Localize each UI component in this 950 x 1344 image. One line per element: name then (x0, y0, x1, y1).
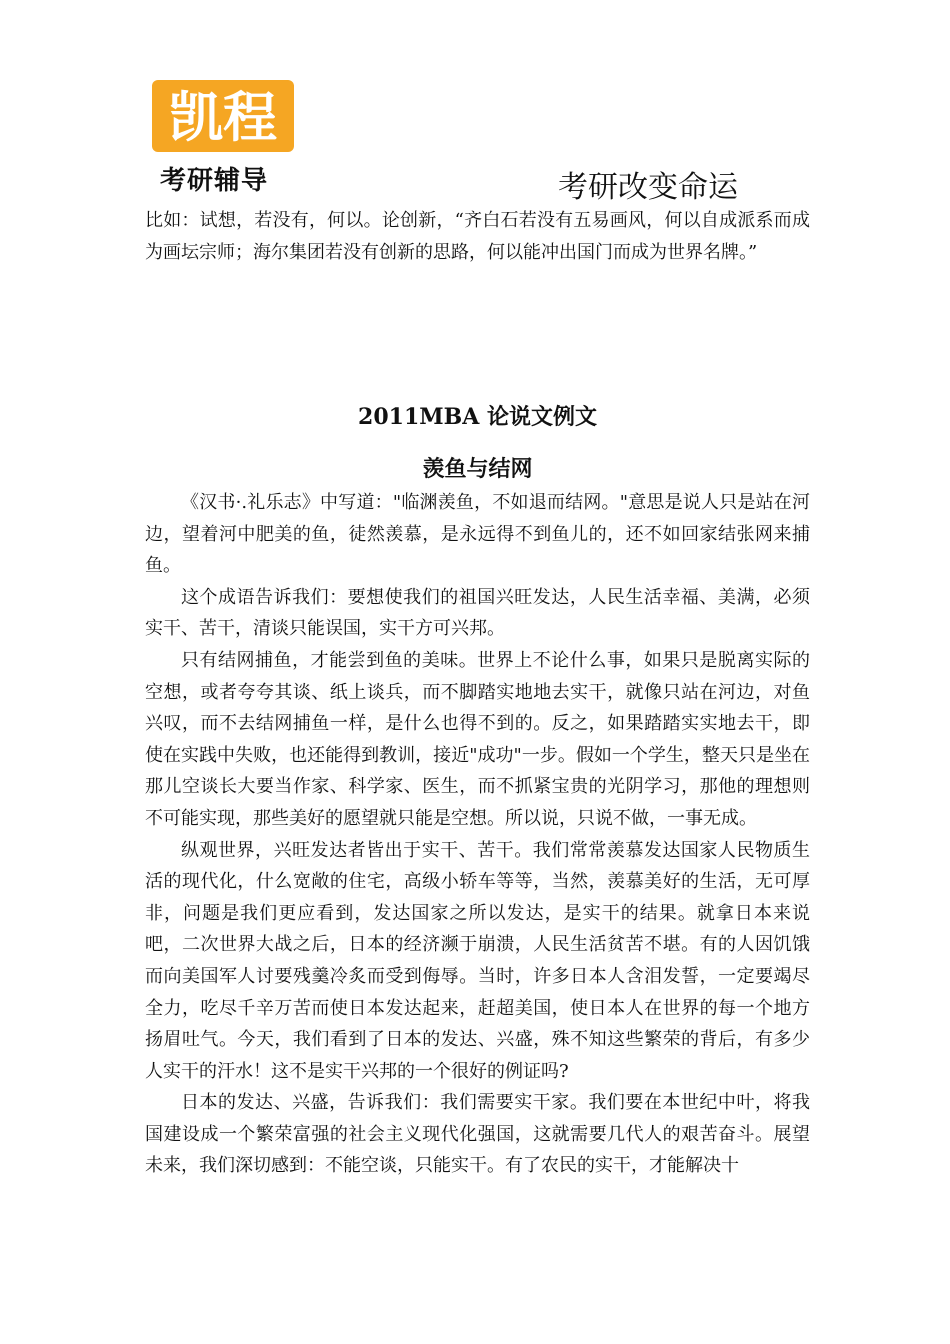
slogan: 考研改变命运 (558, 170, 738, 205)
logo-subtitle: 考研辅导 (160, 166, 269, 196)
lead-section (145, 205, 810, 268)
paragraph: 只有结网捕鱼，才能尝到鱼的美味。世界上不论什么事，如果只是脱离实际的空想，或者夸夸其谈、纸上谈兵，而不脚踏实地地去实干，就像只站在河边，对鱼兴叹，而不去结网捕鱼一样，是什么也得不到的。反之，如果踏踏实实地去干，即使在实践中失败，也还能得到教训，接近"成功"一步。假如一个学生，整天只是坐在那儿空谈长大要当作家、科学家、医生，而不抓紧宝贵的光阴学习，那他的理想则不可能实现，那些美好的愿望就只能是空想。所以说，只说不做，一事无成。 (145, 649, 810, 829)
logo-text: 凯程 (169, 86, 277, 149)
logo-mark-icon (148, 76, 298, 156)
article-title: 2011MBA 论说文例文 (358, 404, 597, 430)
paragraph: 纵观世界，兴旺发达者皆出于实干、苦干。我们常常羡慕发达国家人民物质生活的现代化，什么宽敞的住宅，高级小轿车等等，当然，羡慕美好的生活，无可厚非，问题是我们更应看到，发达国家之所以发达，是实干的结果。就拿日本来说吧，二次世界大战之后，日本的经济濒于崩溃，人民生活贫苦不堪。有的人因饥饿而向美国军人讨要残羹冷炙而受到侮辱。当时，许多日本人含泪发誓，一定要竭尽全力，吃尽千辛万苦而使日本发达起来，赶超美国，使日本人在世界的每一个地方扬眉吐气。今天，我们看到了日本的发达、兴盛，殊不知这些繁荣的背后，有多少人实干的汗水！这不是实干兴邦的一个很好的例证吗? (145, 839, 810, 1082)
article-body (145, 487, 810, 1182)
article-subtitle: 羡鱼与结网 (422, 456, 533, 482)
lead-paragraph: 比如：试想，若没有，何以。论创新，“齐白石若没有五易画风，何以自成派系而成为画坛宗师；海尔集团若没有创新的思路，何以能冲出国门而成为世界名牌。” (145, 210, 810, 263)
kaicheng-logo (148, 76, 308, 196)
paragraph: 日本的发达、兴盛，告诉我们：我们需要实干家。我们要在本世纪中叶，将我国建设成一个繁荣富强的社会主义现代化强国，这就需要几代人的艰苦奋斗。展望未来，我们深切感到：不能空谈，只能实干。有了农民的实干，才能解决十 (145, 1092, 810, 1177)
paragraph: 《汉书·.礼乐志》中写道："临渊羡鱼，不如退而结网。"意思是说人只是站在河边，望着河中肥美的鱼，徒然羡慕，是永远得不到鱼儿的，还不如回家结张网来捕鱼。 (145, 492, 810, 577)
paragraph: 这个成语告诉我们：要想使我们的祖国兴旺发达，人民生活幸福、美满，必须实干、苦干，清谈只能误国，实干方可兴邦。 (145, 586, 810, 640)
